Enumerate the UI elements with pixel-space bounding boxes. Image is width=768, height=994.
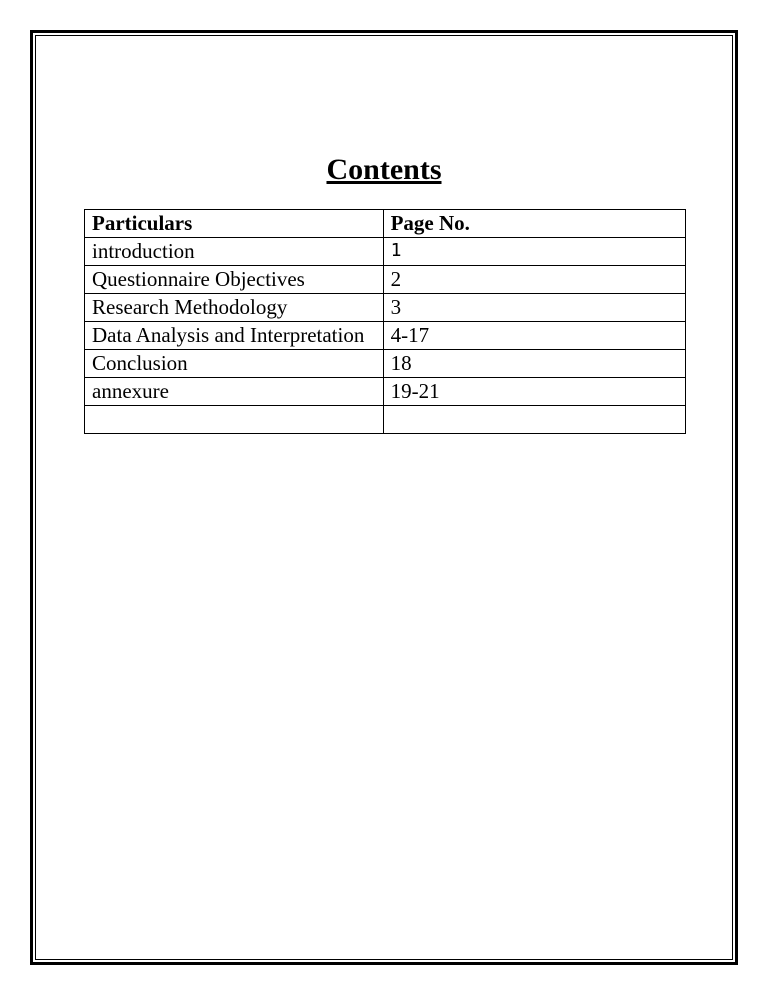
particular-cell: introduction — [85, 238, 384, 266]
contents-table — [84, 209, 686, 434]
page-cell — [383, 406, 685, 434]
table-row — [85, 378, 686, 406]
column-header-page-no: Page No. — [383, 210, 685, 238]
particular-cell: Conclusion — [85, 350, 384, 378]
table-row — [85, 238, 686, 266]
table-header-row — [85, 210, 686, 238]
page-cell: 18 — [383, 350, 685, 378]
page-cell: 19-21 — [383, 378, 685, 406]
page-cell: 3 — [383, 294, 685, 322]
table-row — [85, 350, 686, 378]
page-cell: 4-17 — [383, 322, 685, 350]
page-cell: 1 — [383, 238, 685, 266]
page-cell: 2 — [383, 266, 685, 294]
particular-cell: Research Methodology — [85, 294, 384, 322]
particular-cell: annexure — [85, 378, 384, 406]
column-header-particulars: Particulars — [85, 210, 384, 238]
table-row-empty — [85, 406, 686, 434]
table-row — [85, 266, 686, 294]
particular-cell: Data Analysis and Interpretation — [85, 322, 384, 350]
page-title: Contents — [326, 153, 442, 186]
particular-cell: Questionnaire Objectives — [85, 266, 384, 294]
table-row — [85, 322, 686, 350]
particular-cell — [85, 406, 384, 434]
table-row — [85, 294, 686, 322]
